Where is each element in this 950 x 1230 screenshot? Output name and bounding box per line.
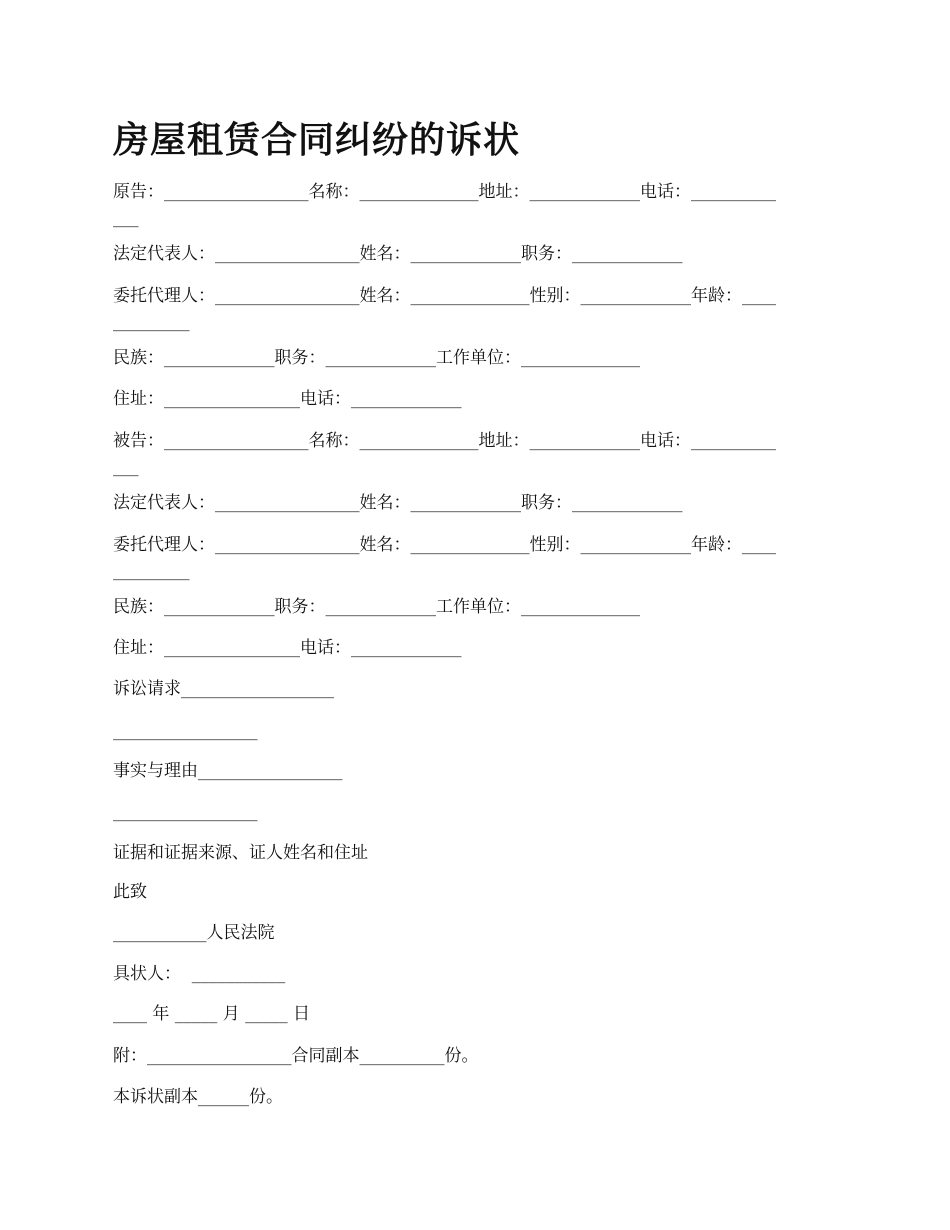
defendant-agent-line-wrap: _________	[113, 561, 190, 581]
plaintiff-address-line: 住址：________________电话：_____________	[113, 389, 462, 409]
signer-line: 具状人： ___________	[113, 964, 286, 984]
defendant-line-wrap: ___	[113, 457, 139, 477]
facts-blank-line: _________________	[113, 802, 258, 822]
claims-blank-line: _________________	[113, 721, 258, 741]
defendant-ethnicity-line: 民族：_____________职务：_____________工作单位：______________	[113, 597, 640, 617]
defendant-agent-line: 委托代理人：_________________姓名：______________性别：_____________年龄：____	[113, 535, 776, 555]
plaintiff-ethnicity-line: 民族：_____________职务：_____________工作单位：______________	[113, 348, 640, 368]
attachment-line: 附：_________________合同副本__________份。	[113, 1046, 479, 1066]
salutation-line: 此致	[113, 882, 147, 902]
document-title: 房屋租赁合同纠纷的诉状	[113, 120, 521, 161]
evidence-line: 证据和证据来源、证人姓名和住址	[113, 843, 368, 863]
plaintiff-legal-rep-line: 法定代表人：_________________姓名：_____________职务：_____________	[113, 244, 683, 264]
defendant-legal-rep-line: 法定代表人：_________________姓名：_____________职务：_____________	[113, 493, 683, 513]
plaintiff-agent-line-wrap: _________	[113, 312, 190, 332]
court-line: ___________人民法院	[113, 923, 275, 943]
date-line: ____ 年 _____ 月 _____ 日	[113, 1004, 311, 1024]
defendant-address-line: 住址：________________电话：_____________	[113, 638, 462, 658]
claims-line: 诉讼请求__________________	[113, 679, 334, 699]
plaintiff-line: 原告：_________________名称：______________地址：_____________电话：__________	[113, 182, 776, 202]
plaintiff-agent-line: 委托代理人：_________________姓名：______________性别：_____________年龄：____	[113, 286, 776, 306]
plaintiff-line-wrap: ___	[113, 208, 139, 228]
defendant-line: 被告：_________________名称：______________地址：_____________电话：__________	[113, 431, 776, 451]
facts-line: 事实与理由_________________	[113, 761, 343, 781]
copies-line: 本诉状副本______份。	[113, 1087, 283, 1107]
